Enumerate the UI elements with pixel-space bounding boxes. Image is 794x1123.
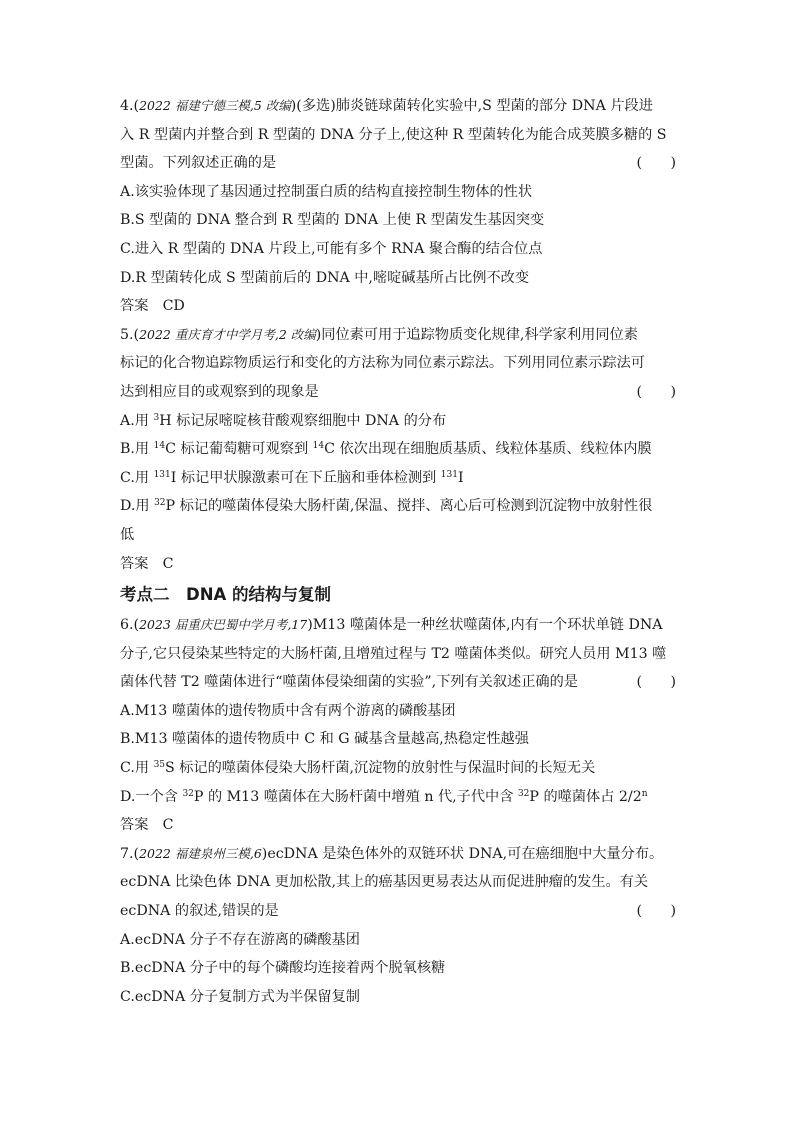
question-5-stem-line-1: 5.(2022 重庆育才中学月考,2 改编)同位素可用于追踪物质变化规律,科学家利用同位素 — [120, 326, 638, 343]
option-a: A.ecDNA 分子不存在游离的磷酸基团 — [120, 931, 360, 948]
answer-blank: ( ) — [636, 903, 676, 920]
section-heading: 考点二 DNA 的结构与复制 — [120, 585, 332, 605]
question-7-stem-line-3: ecDNA 的叙述,错误的是 ( ) — [120, 897, 676, 926]
answer: 答案 CD — [120, 298, 185, 315]
option-c: C.用 $^{35}$S 标记的噬菌体侵染大肠杆菌,沉淀物的放射性与保温时间的长短无关 — [120, 760, 596, 777]
option-b: B.用 $^{14}$C 标记葡萄糖可观察到 $^{14}$C 依次出现在细胞质基质、线粒体基质、线粒体内膜 — [120, 441, 652, 458]
question-6 — [120, 611, 676, 840]
question-7-stem-line-2: ecDNA 比染色体 DNA 更加松散,其上的癌基因更易表达从而促进肿瘤的发生。有关 — [120, 874, 649, 891]
question-4-source: 2022 福建宁德三模,5 改编 — [139, 98, 291, 113]
answer: 答案 C — [120, 555, 174, 572]
question-7-stem-line-1: 7.(2022 福建泉州三模,6)ecDNA 是染色体外的双链环状 DNA,可在癌细胞中大量分布。 — [120, 845, 664, 862]
option-a: A.M13 噬菌体的遗传物质中含有两个游离的磷酸基团 — [120, 702, 456, 719]
question-4 — [120, 92, 676, 321]
answer: 答案 C — [120, 817, 174, 834]
answer-blank: ( ) — [636, 383, 676, 400]
question-5-stem-line-3: 达到相应目的或观察到的现象是 ( ) — [120, 378, 676, 407]
option-b: B.S 型菌的 DNA 整合到 R 型菌的 DNA 上使 R 型菌发生基因突变 — [120, 212, 545, 229]
question-6-stem-line-3: 菌体代替 T2 噬菌体进行“噬菌体侵染细菌的实验”,下列有关叙述正确的是 ( ) — [120, 668, 676, 697]
option-d-continued: 低 — [120, 526, 135, 543]
option-c: C.ecDNA 分子复制方式为半保留复制 — [120, 988, 360, 1005]
question-4-stem-line-3: 型菌。下列叙述正确的是 ( ) — [120, 149, 676, 178]
question-5-source: 2022 重庆育才中学月考,2 改编 — [139, 326, 316, 342]
question-7 — [120, 840, 676, 1012]
option-c: C.进入 R 型菌的 DNA 片段上,可能有多个 RNA 聚合酶的结合位点 — [120, 240, 543, 257]
answer-blank: ( ) — [636, 674, 676, 691]
question-6-source: 2023 届重庆巴蜀中学月考,17 — [139, 617, 308, 633]
question-5 — [120, 321, 676, 578]
answer-blank: ( ) — [636, 155, 676, 172]
document-page — [120, 92, 676, 1011]
option-d: D.R 型菌转化成 S 型菌前后的 DNA 中,嘧啶碱基所占比例不改变 — [120, 269, 530, 286]
question-6-stem-line-2: 分子,它只侵染某些特定的大肠杆菌,且增殖过程与 T2 噬菌体类似。研究人员用 M13 噬 — [120, 645, 667, 662]
question-5-stem-line-2: 标记的化合物追踪物质运行和变化的方法称为同位素示踪法。下列用同位素示踪法可 — [120, 355, 645, 372]
question-4-stem-line-2: 入 R 型菌内并整合到 R 型菌的 DNA 分子上,使这种 R 型菌转化为能合成荚膜多糖的 S — [120, 126, 667, 143]
option-a: A.该实验体现了基因通过控制蛋白质的结构直接控制生物体的性状 — [120, 183, 533, 200]
question-7-source: 2022 福建泉州三模,6 — [139, 845, 262, 861]
question-6-stem-line-1: 6.(2023 届重庆巴蜀中学月考,17)M13 噬菌体是一种丝状噬菌体,内有一个环状单链 DNA — [120, 617, 663, 634]
option-d: D.一个含 $^{32}$P 的 M13 噬菌体在大肠杆菌中增殖 n 代,子代中含 $^{32}$P 的噬菌体占 2/2$^n$ — [120, 788, 648, 805]
option-d: D.用 $^{32}$P 标记的噬菌体侵染大肠杆菌,保温、搅拌、离心后可检测到沉淀物中放射性很 — [120, 498, 653, 515]
option-a: A.用 $^3$H 标记尿嘧啶核苷酸观察细胞中 DNA 的分布 — [120, 412, 447, 429]
option-b: B.M13 噬菌体的遗传物质中 C 和 G 碱基含量越高,热稳定性越强 — [120, 731, 529, 748]
question-4-stem-line-1: 4.(2022 福建宁德三模,5 改编)(多选)肺炎链球菌转化实验中,S 型菌的部分 DNA 片段进 — [120, 98, 653, 114]
option-c: C.用 $^{131}$I 标记甲状腺激素可在下丘脑和垂体检测到 $^{131}$I — [120, 469, 464, 486]
option-b: B.ecDNA 分子中的每个磷酸均连接着两个脱氧核糖 — [120, 960, 446, 977]
